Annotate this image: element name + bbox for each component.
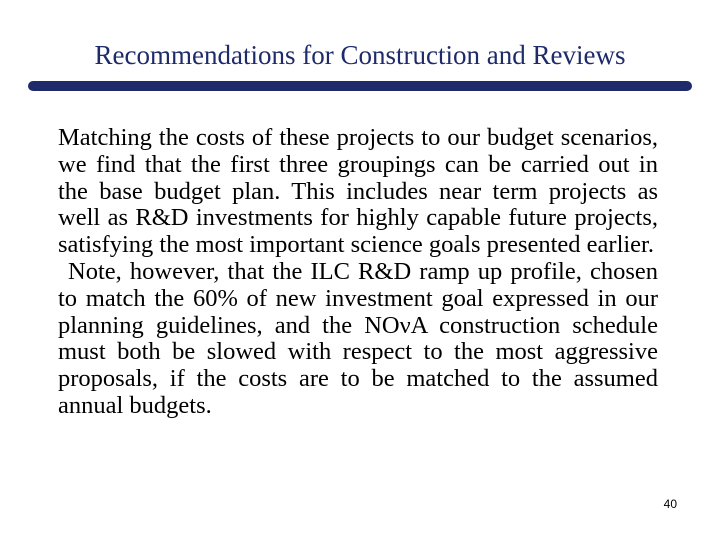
- body-paragraph-2: Note, however, that the ILC R&D ramp up profile, chosen to match the 60% of new investment goal expressed in our planning guidelines, and the NOνA construction schedule must both be slowed with respect to the most aggressive proposals, if the costs are to be matched to the assumed annual budgets.: [58, 257, 658, 419]
- title-rule-bar: [28, 81, 692, 91]
- slide-body: [58, 125, 658, 420]
- title-rule: [28, 79, 692, 93]
- body-paragraph-1: Matching the costs of these projects to our budget scenarios, we find that the first three groupings can be carried out in the base budget plan. This includes near term projects as well as R&D investments for highly capable future projects, satisfying the most important science goals presented earlier.: [58, 124, 658, 259]
- slide-title: Recommendations for Construction and Reviews: [94, 40, 626, 70]
- slide-number: 40: [663, 497, 677, 511]
